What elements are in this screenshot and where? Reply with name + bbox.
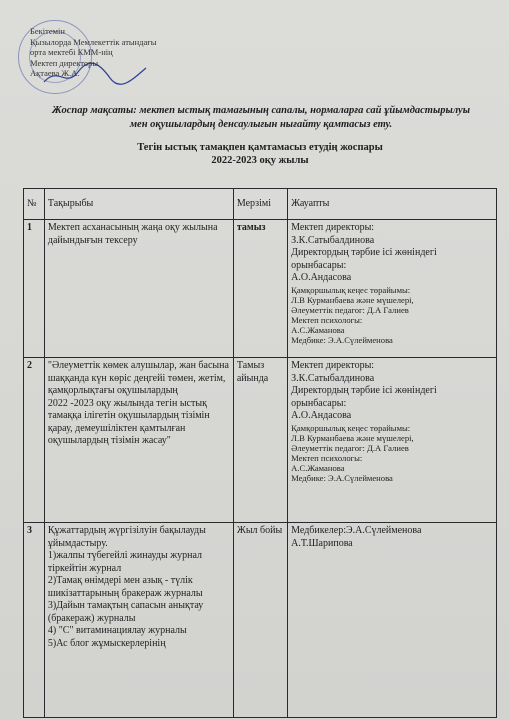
- responsible-line: З.К.Сатыбалдинова: [291, 372, 375, 384]
- approval-line: Ақтаева Ж.А.: [30, 68, 80, 78]
- header-number: №: [24, 189, 45, 220]
- responsible-line: Әлеуметтік педагог: Д.А Галиев: [291, 442, 409, 453]
- row-number: 1: [24, 220, 45, 358]
- responsible-line: А.Т.Шарипова: [291, 537, 353, 549]
- responsible-line: А.С.Жаманова: [291, 462, 345, 473]
- approval-line: Бекітемін: [30, 26, 65, 36]
- responsible-line: Медбике: Э.А.Сүлейменова: [291, 334, 393, 345]
- table-header-row: [24, 189, 497, 220]
- topic-line: 2)Тамақ өнімдері мен азық - түлік шикізаттарының бракераж журналы: [47, 575, 203, 599]
- responsible-line: Қамқоршылық кеңес төрайымы:: [291, 284, 411, 295]
- row-number: 3: [24, 523, 45, 718]
- responsible-line: Л.В Курманбаева және мүшелері,: [291, 294, 414, 305]
- plan-table: [23, 188, 497, 718]
- topic-line: "Әлеуметтік көмек алушылар, жан басына шаққанда күн көріс деңгейі төмен, жетім, қамқорлықтағы оқушылардың: [47, 360, 229, 396]
- table-row: [24, 358, 497, 523]
- title-year: 2022-2023 оқу жылы: [211, 155, 309, 166]
- row-topic: [44, 220, 233, 358]
- row-term: Жыл бойы: [233, 523, 287, 718]
- header-responsible: Жауапты: [288, 189, 497, 220]
- row-term: тамыз: [233, 220, 287, 358]
- header-topic: Тақырыбы: [44, 189, 233, 220]
- topic-line: Құжаттардың жүргізілуін бақылауды ұйымдастыру.: [47, 525, 206, 549]
- approval-line: Мектеп директоры: [30, 57, 99, 68]
- topic-line: 5)Ас блог жұмыскерлерінің: [47, 637, 166, 649]
- topic-line: 3)Дайын тамақтың сапасын анықтау (бракераж) журналы: [47, 600, 204, 624]
- responsible-line: Мектеп психологы:: [291, 314, 363, 325]
- topic-line: 4) "С" витаминациялау журналы: [47, 625, 187, 636]
- table-row: [24, 523, 497, 718]
- responsible-line: Л.В Курманбаева және мүшелері,: [291, 432, 414, 443]
- row-term: Тамыз айында: [233, 358, 287, 523]
- row-number: 2: [24, 358, 45, 523]
- topic-line: Мектеп асханасының жаңа оқу жылына дайындығын тексеру: [47, 222, 218, 246]
- table-row: [24, 220, 497, 358]
- responsible-line: Директордың тәрбие ісі жөніндегі орынбасары:: [291, 247, 437, 271]
- row-responsible: [288, 358, 497, 523]
- row-topic: [44, 358, 233, 523]
- responsible-line: Мектеп директоры:: [291, 222, 375, 233]
- title-line: Тегін ыстық тамақпен қамтамасыз етудің жоспары: [137, 142, 383, 153]
- approval-line: орта мектебі КММ-нің: [30, 47, 113, 57]
- document-title: [60, 141, 460, 167]
- responsible-line: Әлеуметтік педагог: Д.А Галиев: [291, 304, 409, 315]
- approval-line: Қызылорда Мемлекеттік атындағы: [30, 36, 157, 47]
- row-topic: [44, 523, 233, 718]
- approval-block: [30, 26, 230, 79]
- responsible-line: Медбике: Э.А.Сүлейменова: [291, 472, 393, 483]
- responsible-line: Директордың тәрбие ісі жөніндегі орынбасары:: [291, 385, 437, 409]
- responsible-line: Мектеп психологы:: [291, 452, 363, 463]
- header-term: Мерзімі: [233, 189, 287, 220]
- responsible-line: А.С.Жаманова: [291, 324, 345, 335]
- row-responsible: [288, 220, 497, 358]
- responsible-line: Қамқоршылық кеңес төрайымы:: [291, 422, 411, 433]
- plan-goal: Жоспар мақсаты: мектеп ыстық тамағының сапалы, нормаларға сай ұйымдастырылуы мен оқушылардың денсаулығын нығайту қамтасыз ету.: [52, 105, 470, 130]
- topic-line: 1)жалпы түбегейлі жинауды журнал тіркейтін журнал: [47, 550, 202, 574]
- responsible-line: З.К.Сатыбалдинова: [291, 234, 375, 246]
- row-responsible: [288, 523, 497, 718]
- responsible-line: А.О.Андасова: [291, 410, 352, 421]
- responsible-line: А.О.Андасова: [291, 272, 352, 283]
- responsible-line: Медбикелер:Э.А.Сүлейменова: [291, 525, 422, 536]
- responsible-line: Мектеп директоры:: [291, 360, 375, 371]
- topic-line: 2022 -2023 оқу жылында тегін ыстық тамаққа ілігетін оқушылардың тізімін қарау, демеушіліктен қамтылған оқушылардың тізімін жасау": [47, 397, 210, 446]
